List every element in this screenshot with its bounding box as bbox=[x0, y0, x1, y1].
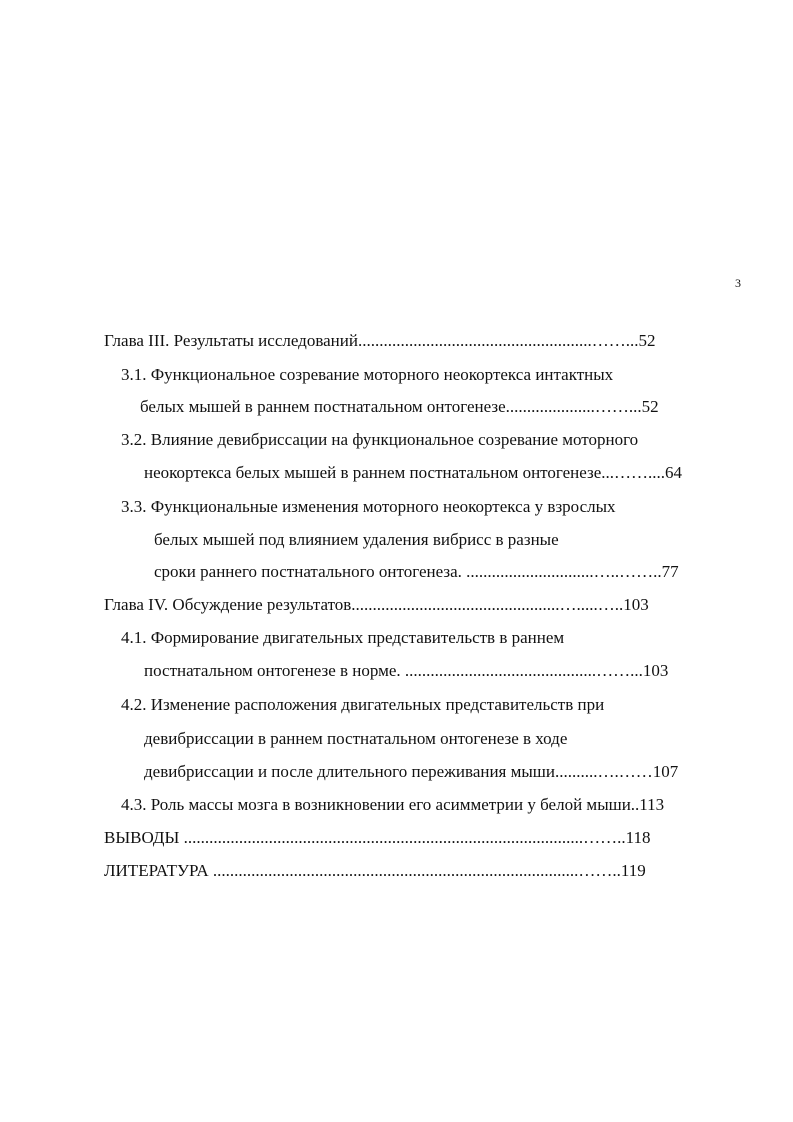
toc-section-3-1-line-1: 3.1. Функциональное созревание моторного неокортекса интактных bbox=[121, 365, 614, 384]
toc-section-3-3-line-3: сроки раннего постнатального онтогенеза. ..............................…..……..77 bbox=[154, 562, 679, 581]
toc-literature: ЛИТЕРАТУРА ......................................................................................……..119 bbox=[104, 861, 646, 880]
toc-chapter-4: Глава IV. Обсуждение результатов.................................................….....…..103 bbox=[104, 595, 649, 614]
toc-section-4-2-line-2: девибриссации в раннем постнатальном онтогенезе в ходе bbox=[144, 729, 568, 748]
toc-section-3-2-line-2: неокортекса белых мышей в раннем постнатальном онтогенезе...……....64 bbox=[144, 463, 683, 482]
page-number: 3 bbox=[735, 276, 741, 290]
toc-section-3-2-line-1: 3.2. Влияние девибриссации на функциональное созревание моторного bbox=[121, 430, 639, 449]
toc-conclusions: ВЫВОДЫ ..............................................................................................……..118 bbox=[104, 828, 651, 847]
toc-section-4-2-line-1: 4.2. Изменение расположения двигательных представительств при bbox=[121, 695, 605, 714]
toc-section-4-1-line-1: 4.1. Формирование двигательных представительств в раннем bbox=[121, 628, 565, 647]
toc-chapter-3: Глава III. Результаты исследований.......................................................……...52 bbox=[104, 331, 656, 350]
toc-section-3-1-line-2: белых мышей в раннем постнатальном онтогенезе.....................……...52 bbox=[140, 397, 659, 416]
toc-section-4-3: 4.3. Роль массы мозга в возникновении его асимметрии у белой мыши..113 bbox=[121, 795, 665, 814]
toc-section-4-2-line-3: девибриссации и после длительного переживания мыши..........….……107 bbox=[144, 762, 679, 781]
toc-section-3-3-line-2: белых мышей под влиянием удаления вибрисс в разные bbox=[154, 530, 559, 549]
toc-section-4-1-line-2: постнатальном онтогенезе в норме. .............................................……...103 bbox=[144, 661, 669, 680]
toc-section-3-3-line-1: 3.3. Функциональные изменения моторного неокортекса у взрослых bbox=[121, 497, 616, 516]
